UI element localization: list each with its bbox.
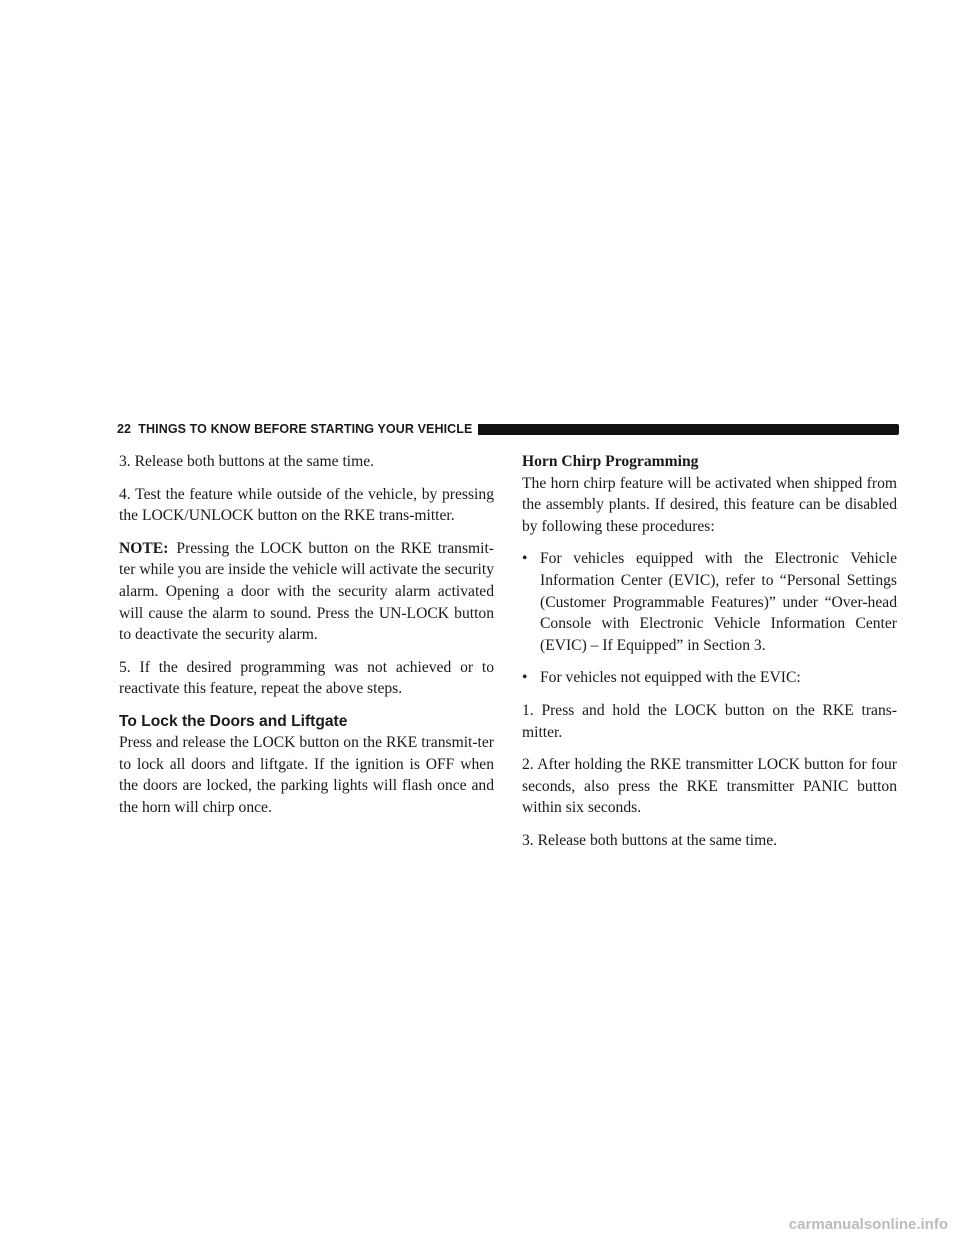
page-header-text [117,422,472,436]
horn-step-3: 3. Release both buttons at the same time. [522,831,778,849]
note-text: Pressing the LOCK button on the RKE transmit-ter while you are inside the vehicle will activate the security alarm. Opening a door with the security alarm activated will cause the alarm to sound. Press the UN-LOCK button to deactivate the security alarm. [119,539,494,644]
horn-step-1: 1. Press and hold the LOCK button on the RKE trans-mitter. [522,701,897,741]
watermark-text: carmanualsonline.info [788,1216,948,1232]
step-3-paragraph: 3. Release both buttons at the same time. [119,453,375,470]
step-5-paragraph: 5. If the desired programming was not achieved or to reactivate this feature, repeat the above steps. [119,658,494,698]
watermark-logo [716,1216,948,1232]
bullet-text: For vehicles not equipped with the EVIC: [540,669,801,687]
section-heading-lock-doors: To Lock the Doors and Liftgate [119,712,348,730]
header-rule-bar [478,424,899,435]
lock-doors-paragraph: Press and release the LOCK button on the RKE transmit-ter to lock all doors and liftgate. If the ignition is OFF when the doors are locked, the parking lights will flash once and the horn will chirp once. [119,733,494,816]
bullet-text: For vehicles equipped with the Electronic Vehicle Information Center (EVIC), refer to “Personal Settings (Customer Programmable Features)” under “Over-head Console with Electronic Vehicle Information Center (EVIC) – If Equipped” in Section 3. [540,550,897,654]
left-column [119,451,494,829]
horn-step-2: 2. After holding the RKE transmitter LOCK button for four seconds, also press the RKE transmitter PANIC button within six seconds. [522,756,897,817]
list-item [522,548,897,656]
page-header [117,418,899,440]
horn-chirp-intro: The horn chirp feature will be activated when shipped from the assembly plants. If desired, this feature can be disabled by following these procedures: [522,474,897,535]
bullet-icon: • [522,669,528,687]
section-heading-horn-chirp: Horn Chirp Programming [522,453,699,470]
step-4-paragraph: 4. Test the feature while outside of the vehicle, by pressing the LOCK/UNLOCK button on the RKE trans-mitter. [119,485,494,525]
page-number: 22 [117,422,132,436]
bullet-icon: • [522,550,528,568]
list-item [522,667,897,689]
note-paragraph [119,538,494,646]
chapter-title: THINGS TO KNOW BEFORE STARTING YOUR VEHICLE [138,422,473,436]
right-column [522,451,897,863]
note-label: NOTE: [119,539,169,557]
